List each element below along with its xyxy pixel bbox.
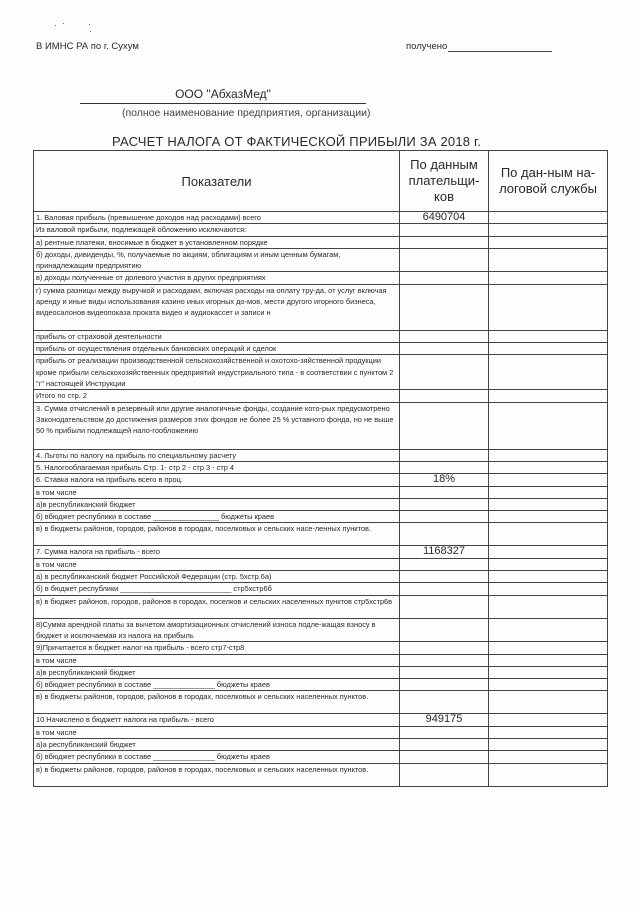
tax-service-value-cell: [489, 343, 608, 355]
table-row: [34, 583, 608, 595]
tax-service-column-header: По дан-ным на-логовой службы: [489, 151, 608, 212]
row-label: в) доходы полученные от долевого участия в других предприятиях: [34, 272, 400, 284]
row-label: 6. Ставка налога на прибыль всего в проц.: [34, 474, 400, 486]
row-label: в) в бюджет районов, городов, районов в городах, поселков и сельских населенных пунктов стр5хстр6в: [34, 595, 400, 618]
tax-authority: В ИМНС РА по г. Сухум: [36, 41, 139, 52]
payer-value-cell: [400, 583, 489, 595]
payer-value-cell: [400, 343, 489, 355]
row-label: 3. Сумма отчислений в резервный или другие аналогичные фонды, создание кото-рых предусмотрено Законодательством до достижения размеров зтих фондов не более 25 % уставного фонда, но не выше 50 % прибыли подлежащей нало-гообложению: [34, 402, 400, 449]
tax-service-value-cell: [489, 355, 608, 390]
scan-speck: ·: [62, 18, 65, 28]
table-body: [34, 212, 608, 787]
tax-service-value-cell: [489, 691, 608, 714]
tax-service-value-cell: [489, 498, 608, 510]
row-label: в том числе: [34, 726, 400, 738]
table-row: [34, 343, 608, 355]
table-row: [34, 571, 608, 583]
row-label: прибыль от реализации производственной сельскохозяйственной и охотохо-зяйственной продукции кроме прибыли сельскохозяйственных предприятий индустриального типа - в соответствии с пунктом 2 "г" настоящей Инструкции: [34, 355, 400, 390]
tax-service-value-cell: [489, 642, 608, 654]
payer-value-cell: [400, 486, 489, 498]
row-label: г) сумма разницы между выручкой и расходами, включая расходы на оплату тру-да, от услуг включая аренду и иные виды использования казино иных игорных до-мов, мести другого игорного бизнеса, видеосалонов видеопоказа проката видео и аудиокассет и записи н: [34, 284, 400, 330]
table-row: [34, 679, 608, 691]
payer-value-cell: [400, 498, 489, 510]
row-label: Итого по стр. 2: [34, 390, 400, 402]
tax-service-value-cell: [489, 595, 608, 618]
table-row: [34, 739, 608, 751]
table-row: [34, 330, 608, 342]
row-label: б) в бюджет республики ___________________________ стр5хстр6б: [34, 583, 400, 595]
payer-value-cell: [400, 618, 489, 642]
tax-service-value-cell: [489, 571, 608, 583]
row-label: в) в бюджеты районов, городов, районов в городах, поселковых и сельских насе-ленных пунктов.: [34, 523, 400, 546]
row-label: 1. Валовая прибыль (превышение доходов над расходами) всего: [34, 212, 400, 224]
table-row: [34, 474, 608, 486]
tax-service-value-cell: [489, 546, 608, 558]
table-row: [34, 355, 608, 390]
tax-service-value-cell: [489, 726, 608, 738]
table-row: [34, 642, 608, 654]
organization-name: ООО "АбхазМед": [80, 87, 366, 104]
payer-value-cell: 18%: [400, 474, 489, 486]
row-label: в) в бюджеты районов, городов, районов в городах, поселковых и сельских населенных пунктов.: [34, 691, 400, 714]
payer-value-cell: [400, 402, 489, 449]
indicators-column-header: Показатели: [34, 151, 400, 212]
payer-value-cell: [400, 679, 489, 691]
table-row: [34, 486, 608, 498]
table-row: [34, 224, 608, 236]
table-row: [34, 248, 608, 272]
payer-value-cell: [400, 666, 489, 678]
table-row: [34, 461, 608, 473]
table-row: [34, 511, 608, 523]
payer-value-cell: [400, 284, 489, 330]
tax-service-value-cell: [489, 523, 608, 546]
row-label: в том числе: [34, 486, 400, 498]
scan-speck: ·: [54, 20, 57, 30]
row-label: а) рентные платежи, вносимые в бюджет в установленном порядке: [34, 236, 400, 248]
payer-value-cell: [400, 449, 489, 461]
table-header-row: [34, 151, 608, 212]
table-row: [34, 763, 608, 786]
tax-service-value-cell: [489, 272, 608, 284]
table-row: [34, 498, 608, 510]
tax-service-value-cell: [489, 330, 608, 342]
payer-value-cell: [400, 523, 489, 546]
payer-value-cell: [400, 654, 489, 666]
tax-service-value-cell: [489, 224, 608, 236]
table-row: [34, 654, 608, 666]
row-label: Из валовой прибыли, подлежащей обложению исключаются:: [34, 224, 400, 236]
scan-speck: ·: [88, 19, 91, 29]
table-row: [34, 595, 608, 618]
table-row: [34, 402, 608, 449]
table-row: [34, 726, 608, 738]
table-row: [34, 272, 608, 284]
payer-value-cell: 1168327: [400, 546, 489, 558]
payer-value-cell: [400, 642, 489, 654]
payer-value-cell: [400, 224, 489, 236]
row-label: прибыль от осуществления отдельных банковских операций и сделок: [34, 343, 400, 355]
tax-service-value-cell: [489, 402, 608, 449]
row-label: б) вбюджет республики в составе _______________ бюджеты краев: [34, 751, 400, 763]
row-label: 8)Сумма арендной платы за вычетом амортизационных отчислений износа подле-жащая взносу в бюджет и исключаемая из налога на прибыль: [34, 618, 400, 642]
received-label: получено: [406, 41, 448, 52]
document-title: РАСЧЕТ НАЛОГА ОТ ФАКТИЧЕСКОЙ ПРИБЫЛИ ЗА 2018 г.: [112, 134, 482, 149]
payer-value-cell: [400, 236, 489, 248]
tax-service-value-cell: [489, 449, 608, 461]
tax-service-value-cell: [489, 236, 608, 248]
tax-service-value-cell: [489, 583, 608, 595]
tax-service-value-cell: [489, 511, 608, 523]
payer-value-cell: [400, 461, 489, 473]
payer-value-cell: 6490704: [400, 212, 489, 224]
payer-value-cell: [400, 726, 489, 738]
table-row: [34, 236, 608, 248]
tax-service-value-cell: [489, 486, 608, 498]
table-row: [34, 666, 608, 678]
row-label: 5. Налогооблагаемая прибыль Стр. 1- стр 2 - стр 3 - стр 4: [34, 461, 400, 473]
row-label: 4. Льготы по налогу на прибыль по специальному расчету: [34, 449, 400, 461]
table-row: [34, 691, 608, 714]
tax-service-value-cell: [489, 763, 608, 786]
row-label: 10 Начислено в бюджетт налога на прибыль - всего: [34, 714, 400, 726]
payer-value-cell: [400, 511, 489, 523]
tax-service-value-cell: [489, 212, 608, 224]
payer-value-cell: [400, 355, 489, 390]
received-blank-line: [448, 42, 552, 52]
row-label: в том числе: [34, 654, 400, 666]
table-row: [34, 523, 608, 546]
payer-value-cell: [400, 390, 489, 402]
row-label: а)в республиканский бюджет: [34, 498, 400, 510]
tax-service-value-cell: [489, 390, 608, 402]
row-label: в) в бюджеты районов, городов, районов в городах, поселковых и сельских населенных пунктов.: [34, 763, 400, 786]
payer-column-header: По данным плательщи-ков: [400, 151, 489, 212]
tax-service-value-cell: [489, 654, 608, 666]
tax-service-value-cell: [489, 474, 608, 486]
tax-service-value-cell: [489, 461, 608, 473]
scan-speck: ·: [89, 26, 92, 36]
table-row: [34, 546, 608, 558]
payer-value-cell: [400, 739, 489, 751]
tax-service-value-cell: [489, 679, 608, 691]
tax-service-value-cell: [489, 284, 608, 330]
payer-value-cell: [400, 248, 489, 272]
row-label: в том числе: [34, 558, 400, 570]
organization-caption: (полное наименование предприятия, организации): [122, 107, 371, 119]
row-label: 7. Сумма налога на прибыль - всего: [34, 546, 400, 558]
row-label: б) вбюджет республики в составе _______________ бюджеты краев: [34, 679, 400, 691]
table-row: [34, 212, 608, 224]
payer-value-cell: [400, 763, 489, 786]
tax-calculation-table: [33, 150, 608, 787]
tax-service-value-cell: [489, 558, 608, 570]
payer-value-cell: [400, 558, 489, 570]
payer-value-cell: 949175: [400, 714, 489, 726]
table-row: [34, 558, 608, 570]
payer-value-cell: [400, 330, 489, 342]
table-row: [34, 449, 608, 461]
table-row: [34, 390, 608, 402]
tax-service-value-cell: [489, 739, 608, 751]
row-label: б) доходы, дивиденды, %, получаемые по акциям, облигациям и иным ценным бумагам, принадлежащим предприятию: [34, 248, 400, 272]
payer-value-cell: [400, 595, 489, 618]
tax-service-value-cell: [489, 714, 608, 726]
tax-service-value-cell: [489, 248, 608, 272]
tax-service-value-cell: [489, 751, 608, 763]
payer-value-cell: [400, 751, 489, 763]
row-label: а) в республиканский бюджет Российской Федерации (стр. 5хстр.6а): [34, 571, 400, 583]
payer-value-cell: [400, 691, 489, 714]
table-row: [34, 751, 608, 763]
row-label: а)в республиканский бюджет: [34, 666, 400, 678]
row-label: а)а республиканский бюджет: [34, 739, 400, 751]
tax-service-value-cell: [489, 618, 608, 642]
table-row: [34, 714, 608, 726]
row-label: б) вбюджет республики в составе ________________ бюджеты краев: [34, 511, 400, 523]
row-label: прибыль от страховой деятельности: [34, 330, 400, 342]
payer-value-cell: [400, 272, 489, 284]
tax-service-value-cell: [489, 666, 608, 678]
table-row: [34, 618, 608, 642]
row-label: 9)Причитается в бюджет налог на прибыль - всего стр7-стр8: [34, 642, 400, 654]
received-field: [406, 41, 552, 52]
payer-value-cell: [400, 571, 489, 583]
table-row: [34, 284, 608, 330]
